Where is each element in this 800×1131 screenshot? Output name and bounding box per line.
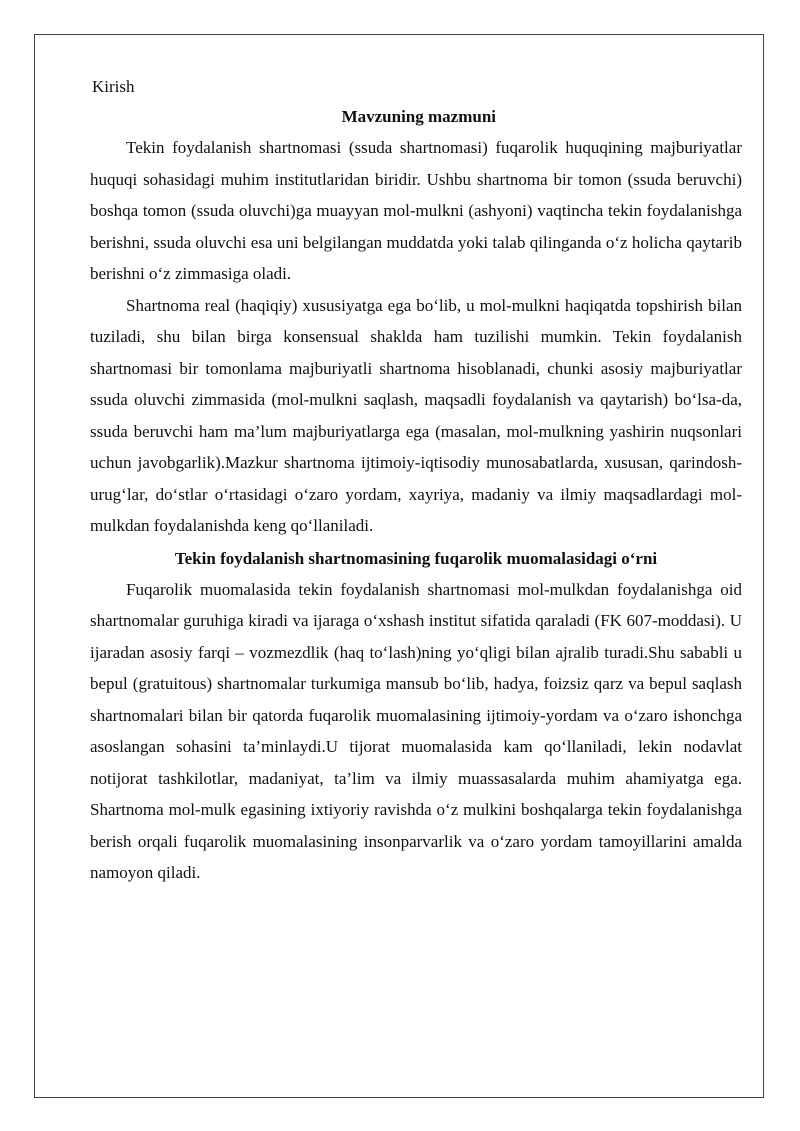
section-1-paragraph-2: Shartnoma real (haqiqiy) xususiyatga ega bo‘lib, u mol-mulkni haqiqatda topshirish bilan tuziladi, shu bilan birga konsensual shaklda ham tuzilishi mumkin. Tekin foydalanish shartnomasi bir tomonlama majburiyatli shartnoma hisoblanadi, chunki asosiy majburiyatlar ssuda oluvchi zimmasida (mol-mulkni saqlash, maqsadli foydalanish va qaytarish) bo‘lsa-da, ssuda beruvchi ham ma’lum majburiyatlarga ega (masalan, mol-mulkning yashirin nuqsonlari uchun javobgarlik).Mazkur shartnoma ijtimoiy-iqtisodiy munosabatlarda, xususan, qarindosh-urug‘lar, do‘stlar o‘rtasidagi o‘zaro yordam, xayriya, madaniy va ilmiy maqsadlardagi mol-mulkdan foydalanishda keng qo‘llaniladi. xyxy=(90,295,742,535)
section-2-paragraph-1: Fuqarolik muomalasida tekin foydalanish shartnomasi mol-mulkdan foydalanishga oid shartnomalar guruhiga kiradi va ijaraga o‘xshash institut sifatida qaraladi (FK 607-moddasi). U ijaradan asosiy farqi – vozmezdlik (haq to‘lash)ning yo‘qligi bilan ajralib turadi.Shu sababli u bepul (gratuitous) shartnomalar turkumiga mansub bo‘lib, hadya, foizsiz qarz va bepul saqlash shartnomalari bilan bir qatorda fuqarolik muomalasining ijtimoiy-yordam va o‘zaro ishonchga asoslangan sohasini ta’minlaydi.U tijorat muomalasida kam qo‘llaniladi, lekin nodavlat notijorat tashkilotlar, madaniyat, ta’lim va ilmiy muassasalarda muhim ahamiyatga ega. Shartnoma mol-mulk egasining ixtiyoriy ravishda o‘z mulkini boshqalarga tekin foydalanishga berish orqali fuqarolik muomalasining insonparvarlik va o‘zaro yordam tamoyillarini amalda namoyon qiladi. xyxy=(90,579,742,882)
intro-label: Kirish xyxy=(92,77,135,96)
section-1-paragraph-1: Tekin foydalanish shartnomasi (ssuda shartnomasi) fuqarolik huquqining majburiyatlar huquqi sohasidagi muhim institutlaridan biridir. Ushbu shartnoma bir tomon (ssuda beruvchi) boshqa tomon (ssuda oluvchi)ga muayyan mol-mulkni (ashyoni) vaqtincha tekin foydalanishga berishni, ssuda oluvchi esa uni belgilangan muddatda yoki talab qilinganda o‘z holicha qaytarib berishni o‘z zimmasiga oladi. xyxy=(90,138,742,283)
document-body xyxy=(90,72,742,889)
section-2-title: Tekin foydalanish shartnomasining fuqarolik muomalasidagi o‘rni xyxy=(174,548,658,568)
section-1-title: Mavzuning mazmuni xyxy=(341,107,496,126)
